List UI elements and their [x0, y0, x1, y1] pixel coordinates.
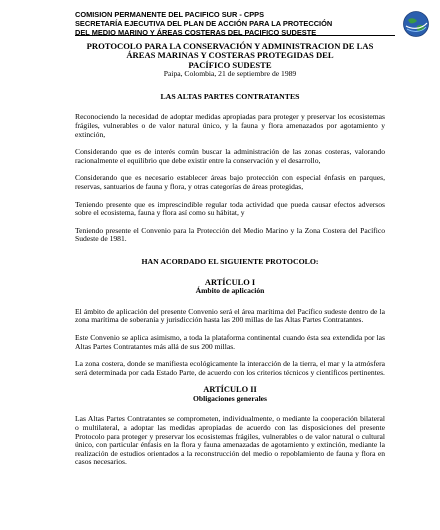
letterhead-divider	[75, 35, 395, 36]
document-body	[75, 42, 385, 476]
preamble-paragraph: Teniendo presente el Convenio para la Protección del Medio Marino y la Zona Costera del Pacífico Sudeste de 1981.	[75, 225, 385, 244]
globe-logo-icon	[402, 10, 430, 38]
parties-heading: LAS ALTAS PARTES CONTRATANTES	[160, 91, 300, 101]
article-1-paragraph: El ámbito de aplicación del presente Convenio será el área marítima del Pacífico sudeste dentro de la zona marítima de soberanía y jurisdicción hasta las 200 millas de las Altas Partes Contratantes.	[75, 306, 385, 325]
letterhead-line-3: DEL MEDIO MARINO Y ÁREAS COSTERAS DEL PACIFICO SUDESTE	[75, 28, 317, 37]
title-line-1: PROTOCOLO PARA LA CONSERVACIÓN Y ADMINISTRACION DE LAS	[86, 41, 374, 51]
preamble-paragraph: Considerando que es de interés común buscar la administración de las zonas costeras, valorando racionalmente el equilibrio que debe existir entre la conservación y el desarrollo,	[75, 147, 385, 165]
title-line-2: ÁREAS MARINAS Y COSTERAS PROTEGIDAS DEL	[126, 50, 334, 61]
agreed-heading: HAN ACORDADO EL SIGUIENTE PROTOCOLO:	[141, 256, 319, 266]
letterhead	[75, 10, 395, 37]
preamble-paragraph: Considerando que es necesario establecer áreas bajo protección con especial énfasis en parques, reservas, santuarios de fauna y flora, y otras categorías de áreas protegidas,	[75, 173, 385, 191]
title-line-3: PACÍFICO SUDESTE	[188, 59, 272, 70]
letterhead-line-2: SECRETARÍA EJECUTIVA DEL PLAN DE ACCIÓN PARA LA PROTECCIÓN	[75, 19, 333, 28]
article-2-heading: ARTÍCULO II	[203, 385, 257, 395]
article-2-paragraph: Las Altas Partes Contratantes se comprometen, individualmente, o mediante la cooperación bilateral o multilateral, a adoptar las medidas apropiadas de acuerdo con las disposiciones del presente Protocolo para proteger y preservar los ecosistemas frágiles, vulnerables o de valor natural o cultural único, con particular énfasis en la flora y fauna amenazadas de agotamiento y extinción, mediante la realización de estudios orientados a la reconstrucción del medio o repoblamiento de fauna y flora en casos necesarios.	[75, 414, 385, 467]
article-1-paragraph: Este Convenio se aplica asimismo, a toda la plataforma continental cuando ésta sea extendida por las Altas Partes Contratantes más allá de sus 200 millas.	[75, 332, 385, 351]
article-1-subheading: Ámbito de aplicación	[195, 286, 265, 296]
place-date: Paipa, Colombia, 21 de septiembre de 1989	[163, 69, 297, 79]
article-1-heading: ARTÍCULO I	[204, 277, 256, 287]
article-1-paragraph: La zona costera, donde se manifiesta ecológicamente la interacción de la tierra, el mar y la atmósfera será determinada por cada Estado Parte, de acuerdo con los criterios técnicos y científicos pertinentes.	[75, 359, 385, 377]
preamble-paragraph: Reconociendo la necesidad de adoptar medidas apropiadas para proteger y preservar los ecosistemas frágiles, vulnerables o de valor natural único, y la fauna y flora amenazados por agotamiento y extinción,	[75, 112, 385, 139]
letterhead-line-1: COMISION PERMANENTE DEL PACIFICO SUR - CPPS	[75, 10, 265, 19]
preamble-paragraph: Teniendo presente que es imprescindible regular toda actividad que pueda causar efectos adversos sobre el ecosistema, fauna y flora así como su hábitat, y	[75, 199, 385, 218]
article-2-subheading: Obligaciones generales	[192, 393, 268, 403]
